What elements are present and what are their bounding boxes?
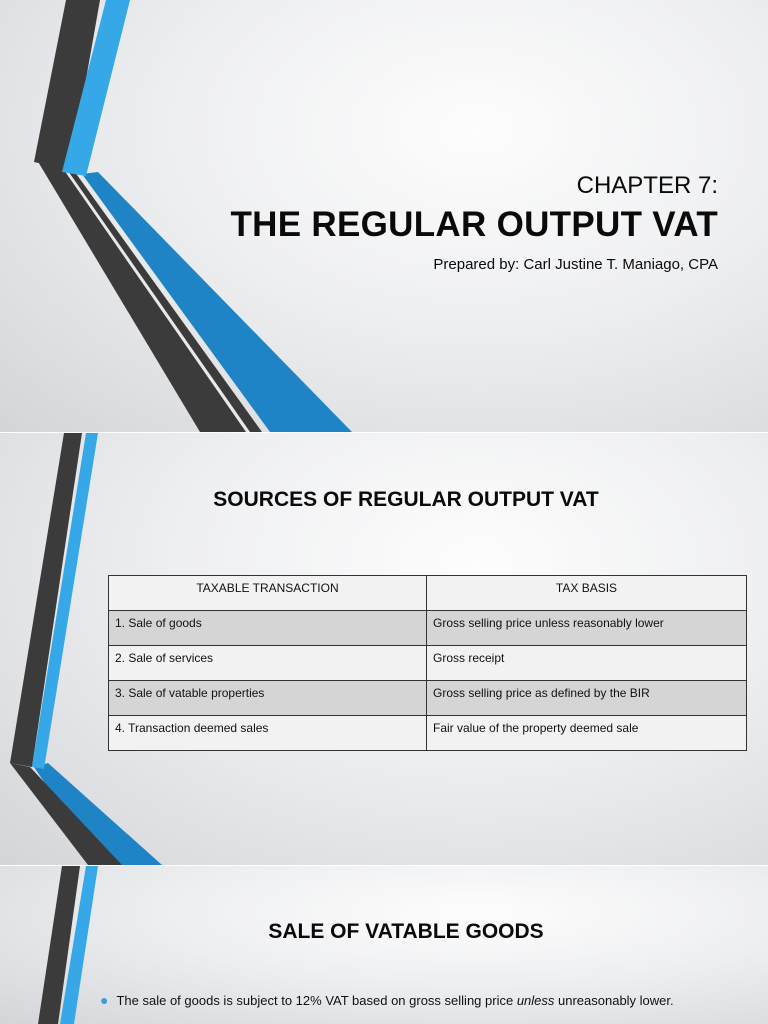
table-row — [109, 716, 747, 751]
vat-sources-table — [108, 575, 747, 751]
slide-title: SALE OF VATABLE GOODS — [268, 920, 544, 943]
table-row — [109, 646, 747, 681]
bullet-text-before: The sale of goods is subject to 12% VAT based on gross selling price — [116, 993, 517, 1008]
bullet-item — [100, 992, 674, 1008]
stripe-dark-lower — [10, 763, 122, 865]
cell-transaction: 4. Transaction deemed sales — [109, 716, 427, 751]
bullet-text-after: unreasonably lower. — [554, 993, 674, 1008]
cell-basis: Gross selling price unless reasonably lower — [427, 611, 747, 646]
cell-transaction: 1. Sale of goods — [109, 611, 427, 646]
bullet-text — [116, 993, 673, 1008]
cell-basis: Gross receipt — [427, 646, 747, 681]
bullet-text-emphasis: unless — [516, 993, 555, 1008]
slide-sources — [0, 433, 768, 865]
header-taxable-transaction: TAXABLE TRANSACTION — [109, 576, 427, 611]
slide-title — [0, 0, 768, 432]
header-tax-basis: TAX BASIS — [427, 576, 747, 611]
slide-main-title: THE REGULAR OUTPUT VAT — [230, 205, 718, 244]
cell-basis: Gross selling price as defined by the BIR — [427, 681, 747, 716]
cell-transaction: 2. Sale of services — [109, 646, 427, 681]
stripe-dark-lower — [37, 160, 262, 432]
slide-sale-of-goods — [0, 866, 768, 1024]
slide-title: SOURCES OF REGULAR OUTPUT VAT — [213, 488, 599, 511]
prepared-by: Prepared by: Carl Justine T. Maniago, CPA — [433, 256, 718, 273]
cell-transaction: 3. Sale of vatable properties — [109, 681, 427, 716]
bullet-dot-icon: ● — [100, 992, 109, 1008]
table-row — [109, 611, 747, 646]
table-header-row — [109, 576, 747, 611]
chapter-label: CHAPTER 7: — [576, 172, 718, 199]
cell-basis: Fair value of the property deemed sale — [427, 716, 747, 751]
table-row — [109, 681, 747, 716]
